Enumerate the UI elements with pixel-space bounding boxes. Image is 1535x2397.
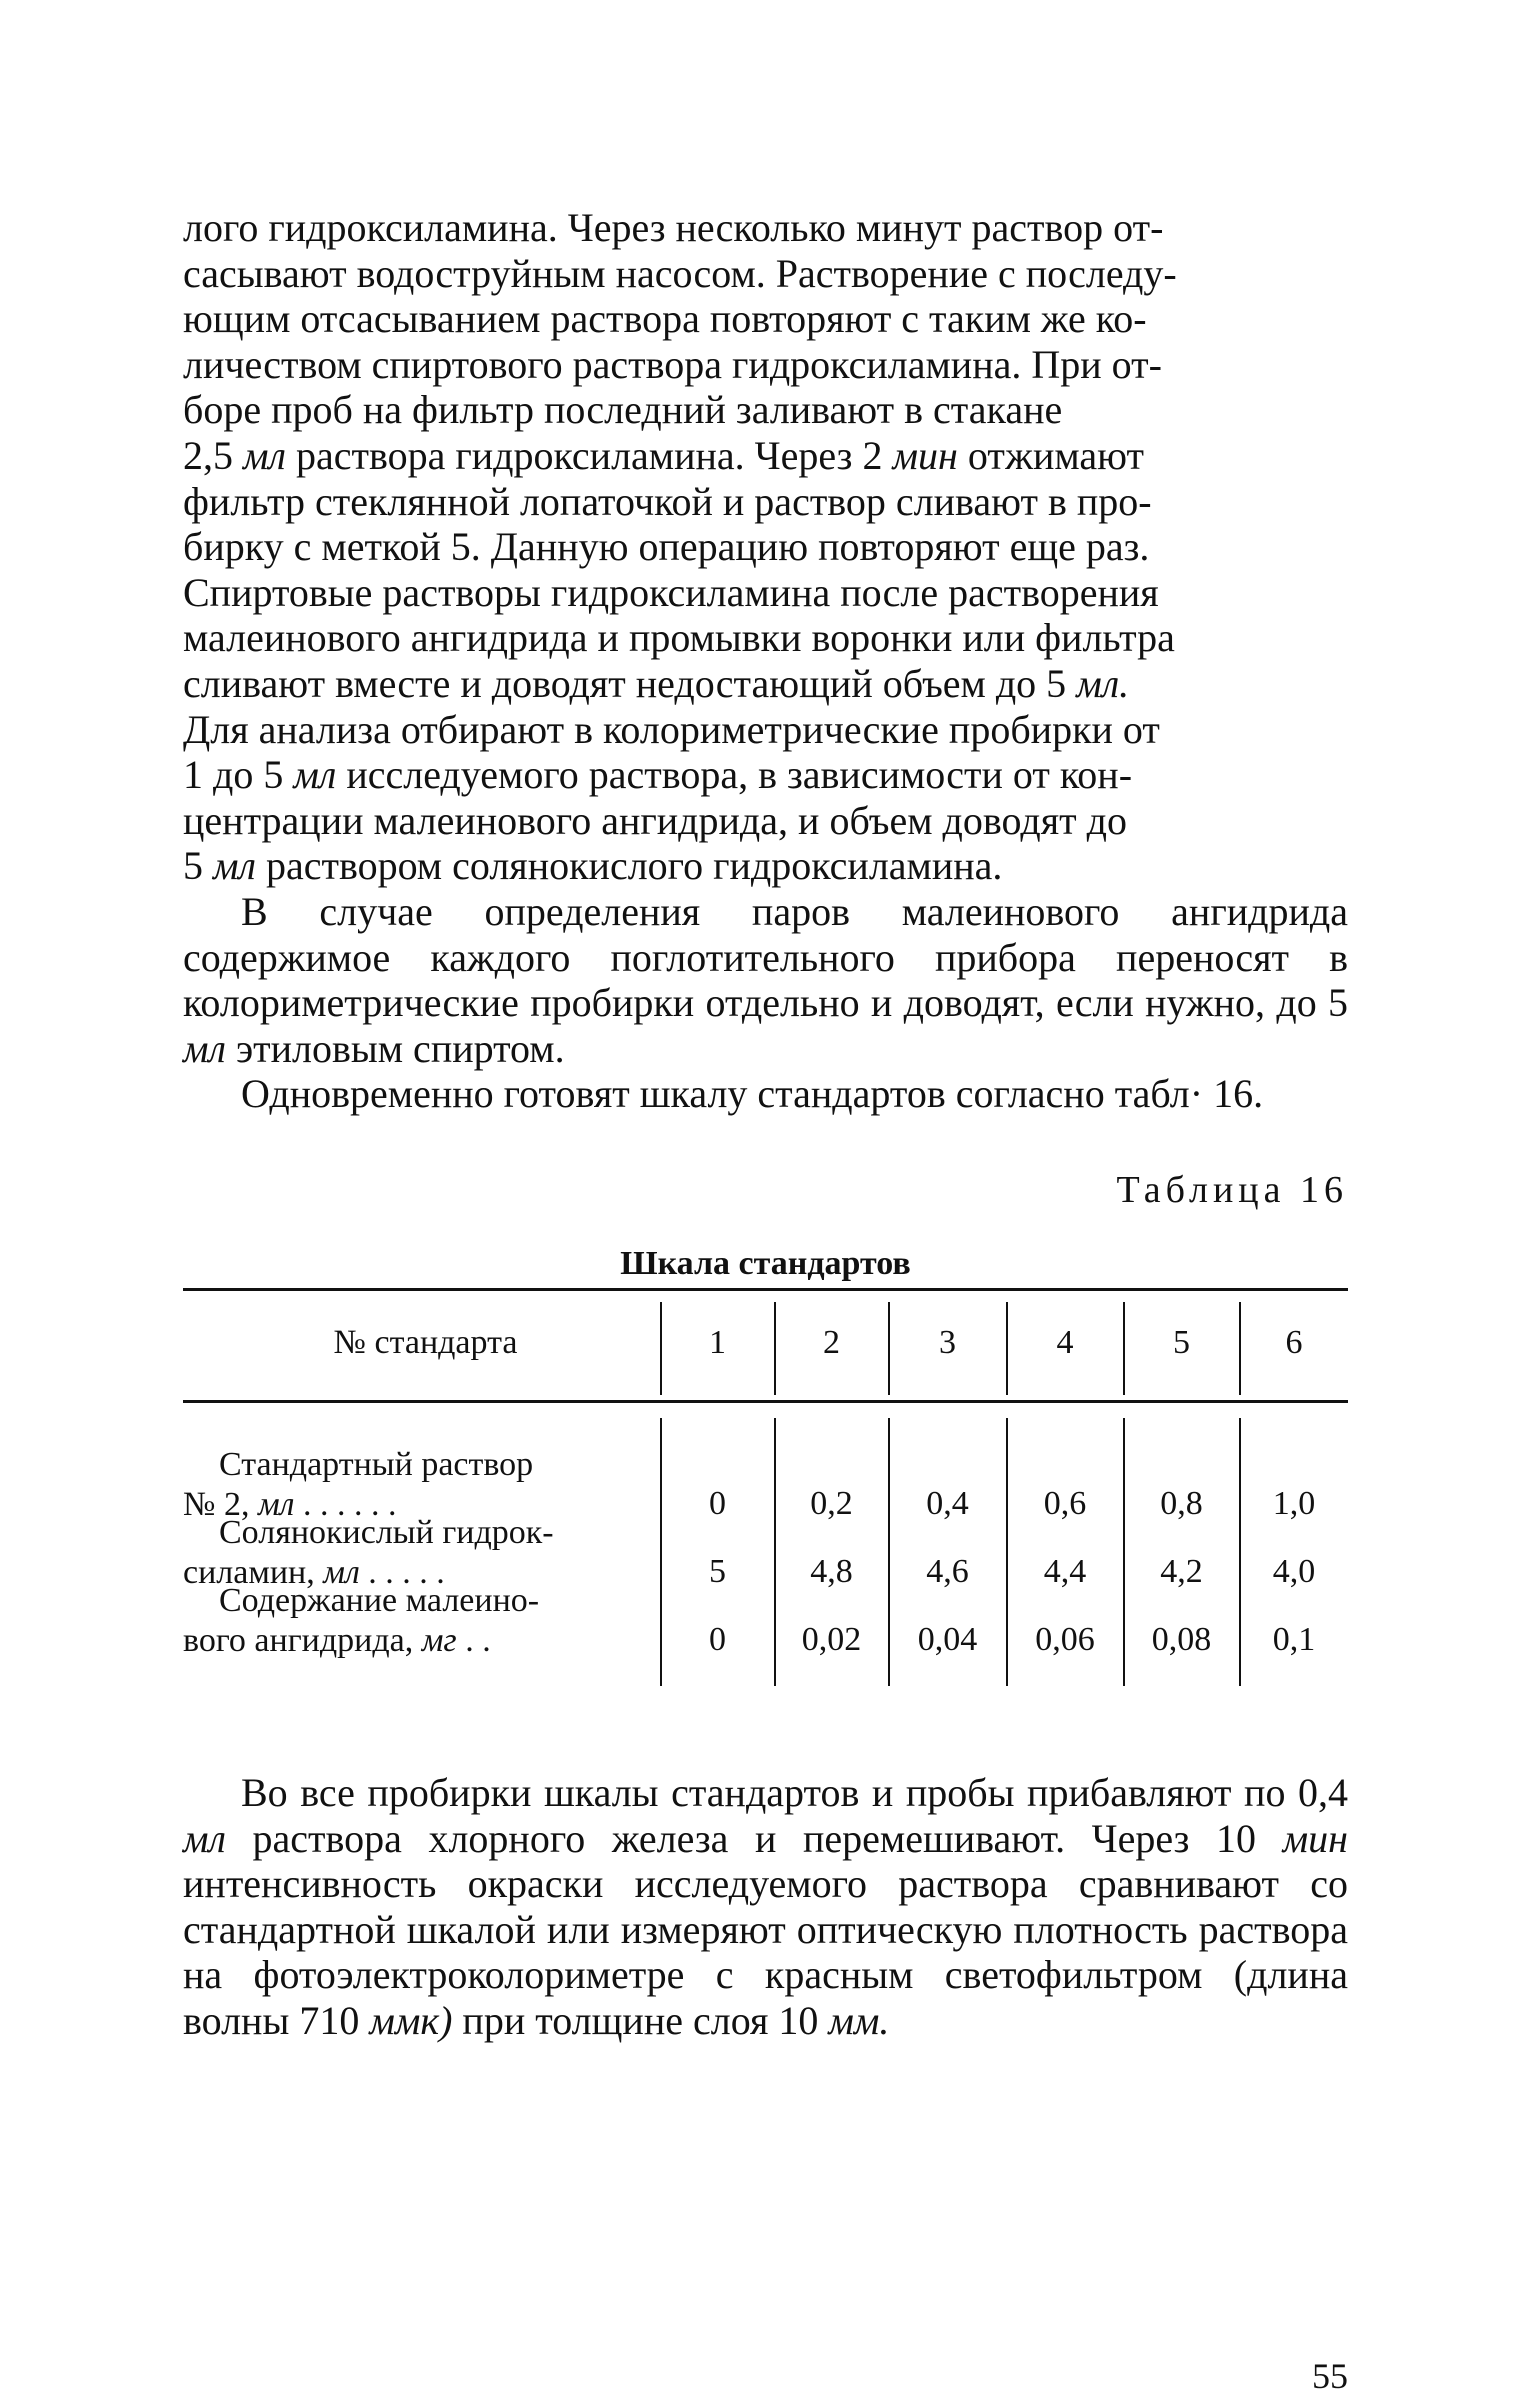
unit: ммк)	[369, 1997, 453, 2043]
p1-line: личеством спиртового раствора гидроксиламина. При от-	[183, 341, 1162, 387]
table-cell: 0,2	[810, 1485, 853, 1522]
text: Во все пробирки шкалы стандартов и пробы прибавляют по 0,4	[241, 1770, 1348, 1815]
unit: мл	[183, 1025, 226, 1071]
table-top-rule	[183, 1288, 1348, 1291]
p1-line	[183, 433, 1348, 479]
page-number: 55	[1312, 2356, 1348, 2396]
text: раствором солянокислого гидроксиламина.	[255, 843, 1003, 889]
paragraph-4	[183, 1770, 1348, 2044]
table-cell: 4,4	[1043, 1553, 1087, 1590]
unit: мл	[257, 1486, 295, 1523]
text: этиловым спиртом.	[225, 1025, 565, 1071]
p1-line: ющим отсасыванием раствора повторяют с таким же ко-	[183, 296, 1147, 342]
row-label	[183, 1581, 605, 1661]
text: исследуемого раствора, в зависимости от кон-	[336, 752, 1133, 798]
header-standard-number: № стандарта	[333, 1324, 518, 1361]
text: № 2,	[183, 1486, 258, 1523]
p1-line: Спиртовые растворы гидроксиламина после растворения	[183, 569, 1159, 615]
table-cell: 0	[709, 1621, 726, 1658]
text: 2,5	[183, 432, 243, 478]
text: . .	[456, 1622, 491, 1659]
unit: мг	[421, 1622, 457, 1659]
p1-line: бирку с меткой 5. Данную операцию повторяют еще раз.	[183, 524, 1150, 570]
unit: мл	[183, 1815, 226, 1861]
unit: мл	[213, 843, 256, 889]
table-cell: 0,06	[1035, 1621, 1095, 1658]
unit: мл	[323, 1554, 360, 1591]
p1-line: сасывают водоструйным насосом. Растворение с последу-	[183, 250, 1177, 296]
row-label-line1: Стандартный раствор	[219, 1446, 534, 1483]
text: 1 до 5	[183, 752, 294, 798]
table-cell: 0,1	[1272, 1621, 1316, 1658]
p1-line	[183, 661, 1348, 707]
unit: мин	[1282, 1815, 1348, 1861]
table-cell: 0,02	[801, 1621, 862, 1658]
header-col: 5	[1173, 1324, 1190, 1361]
text: В случае определения паров малеинового ангидрида содержимое каждого поглотительного прибора переносят в колориметрические пробирки отдельно и доводят, если нужно, до 5	[183, 888, 1348, 1026]
row-label-line2	[183, 1621, 605, 1661]
text: раствора гидроксиламина. Через 2	[285, 432, 893, 478]
paragraph-2	[183, 889, 1348, 1071]
unit: мин	[892, 432, 958, 478]
unit: мл.	[1076, 660, 1130, 706]
text: раствора хлорного железа и перемешивают. Через 10	[225, 1815, 1283, 1861]
header-col: 2	[823, 1324, 840, 1361]
p1-line	[183, 752, 1348, 798]
table-cell: 4,0	[1272, 1553, 1316, 1590]
header-col: 1	[709, 1324, 726, 1361]
table-cell: 4,8	[810, 1553, 853, 1590]
table-cell: 0,04	[917, 1621, 978, 1658]
table-cell: 1,0	[1272, 1485, 1316, 1522]
p1-line: боре проб на фильтр последний заливают в стакане	[183, 387, 1063, 433]
text: интенсивность окраски исследуемого раствора сравнивают со стандартной шкалой или измеряют оптическую плотность раствора на фотоэлектроколориметре с красным светофильтром (длина волны 710	[183, 1861, 1348, 2043]
text: вого ангидрида,	[183, 1622, 422, 1659]
text: . . . . . .	[294, 1486, 397, 1523]
p1-line: центрации малеинового ангидрида, и объем доводят до	[183, 797, 1127, 843]
table-cell: 0,6	[1043, 1485, 1087, 1522]
text: 5	[183, 843, 213, 889]
table-caption: Таблица 16	[1116, 1169, 1348, 1211]
p1-line: фильтр стеклянной лопаточкой и раствор сливают в про-	[183, 478, 1152, 524]
table-cell: 0,4	[926, 1485, 969, 1522]
text: сливают вместе и доводят недостающий объем до 5	[183, 660, 1077, 706]
table-cell: 0	[709, 1485, 726, 1522]
row-label-line1: Солянокислый гидрок-	[219, 1514, 554, 1551]
table-cell: 0,8	[1160, 1485, 1203, 1522]
table-cell: 0,08	[1151, 1621, 1212, 1658]
row-label-line1: Содержание малеино-	[219, 1582, 540, 1619]
table-header-rule	[183, 1400, 1348, 1403]
header-col: 4	[1056, 1324, 1074, 1361]
paragraph-3: Одновременно готовят шкалу стандартов согласно табл· 16.	[241, 1071, 1264, 1117]
table-cell: 4,2	[1160, 1553, 1203, 1590]
text: отжимают	[957, 432, 1144, 478]
table-title: Шкала стандартов	[620, 1245, 911, 1282]
p1-line: Для анализа отбирают в колориметрические пробирки от	[183, 706, 1160, 752]
header-col: 3	[939, 1324, 956, 1361]
header-col: 6	[1285, 1324, 1303, 1361]
text: . . . . .	[359, 1554, 445, 1591]
page-content	[183, 205, 1348, 2396]
p1-line	[183, 843, 1348, 889]
unit: мл	[243, 432, 286, 478]
p1-line: лого гидроксиламина. Через несколько минут раствор от-	[183, 205, 1164, 250]
text: силамин,	[183, 1554, 324, 1591]
p1-line: малеинового ангидрида и промывки воронки или фильтра	[183, 615, 1175, 661]
table-cell: 5	[709, 1553, 726, 1590]
text: при толщине слоя 10	[452, 1997, 829, 2043]
table-cell: 4,6	[926, 1553, 969, 1590]
unit: мм.	[828, 1997, 890, 2043]
paragraph-1	[183, 205, 1348, 889]
unit: мл	[293, 752, 337, 798]
